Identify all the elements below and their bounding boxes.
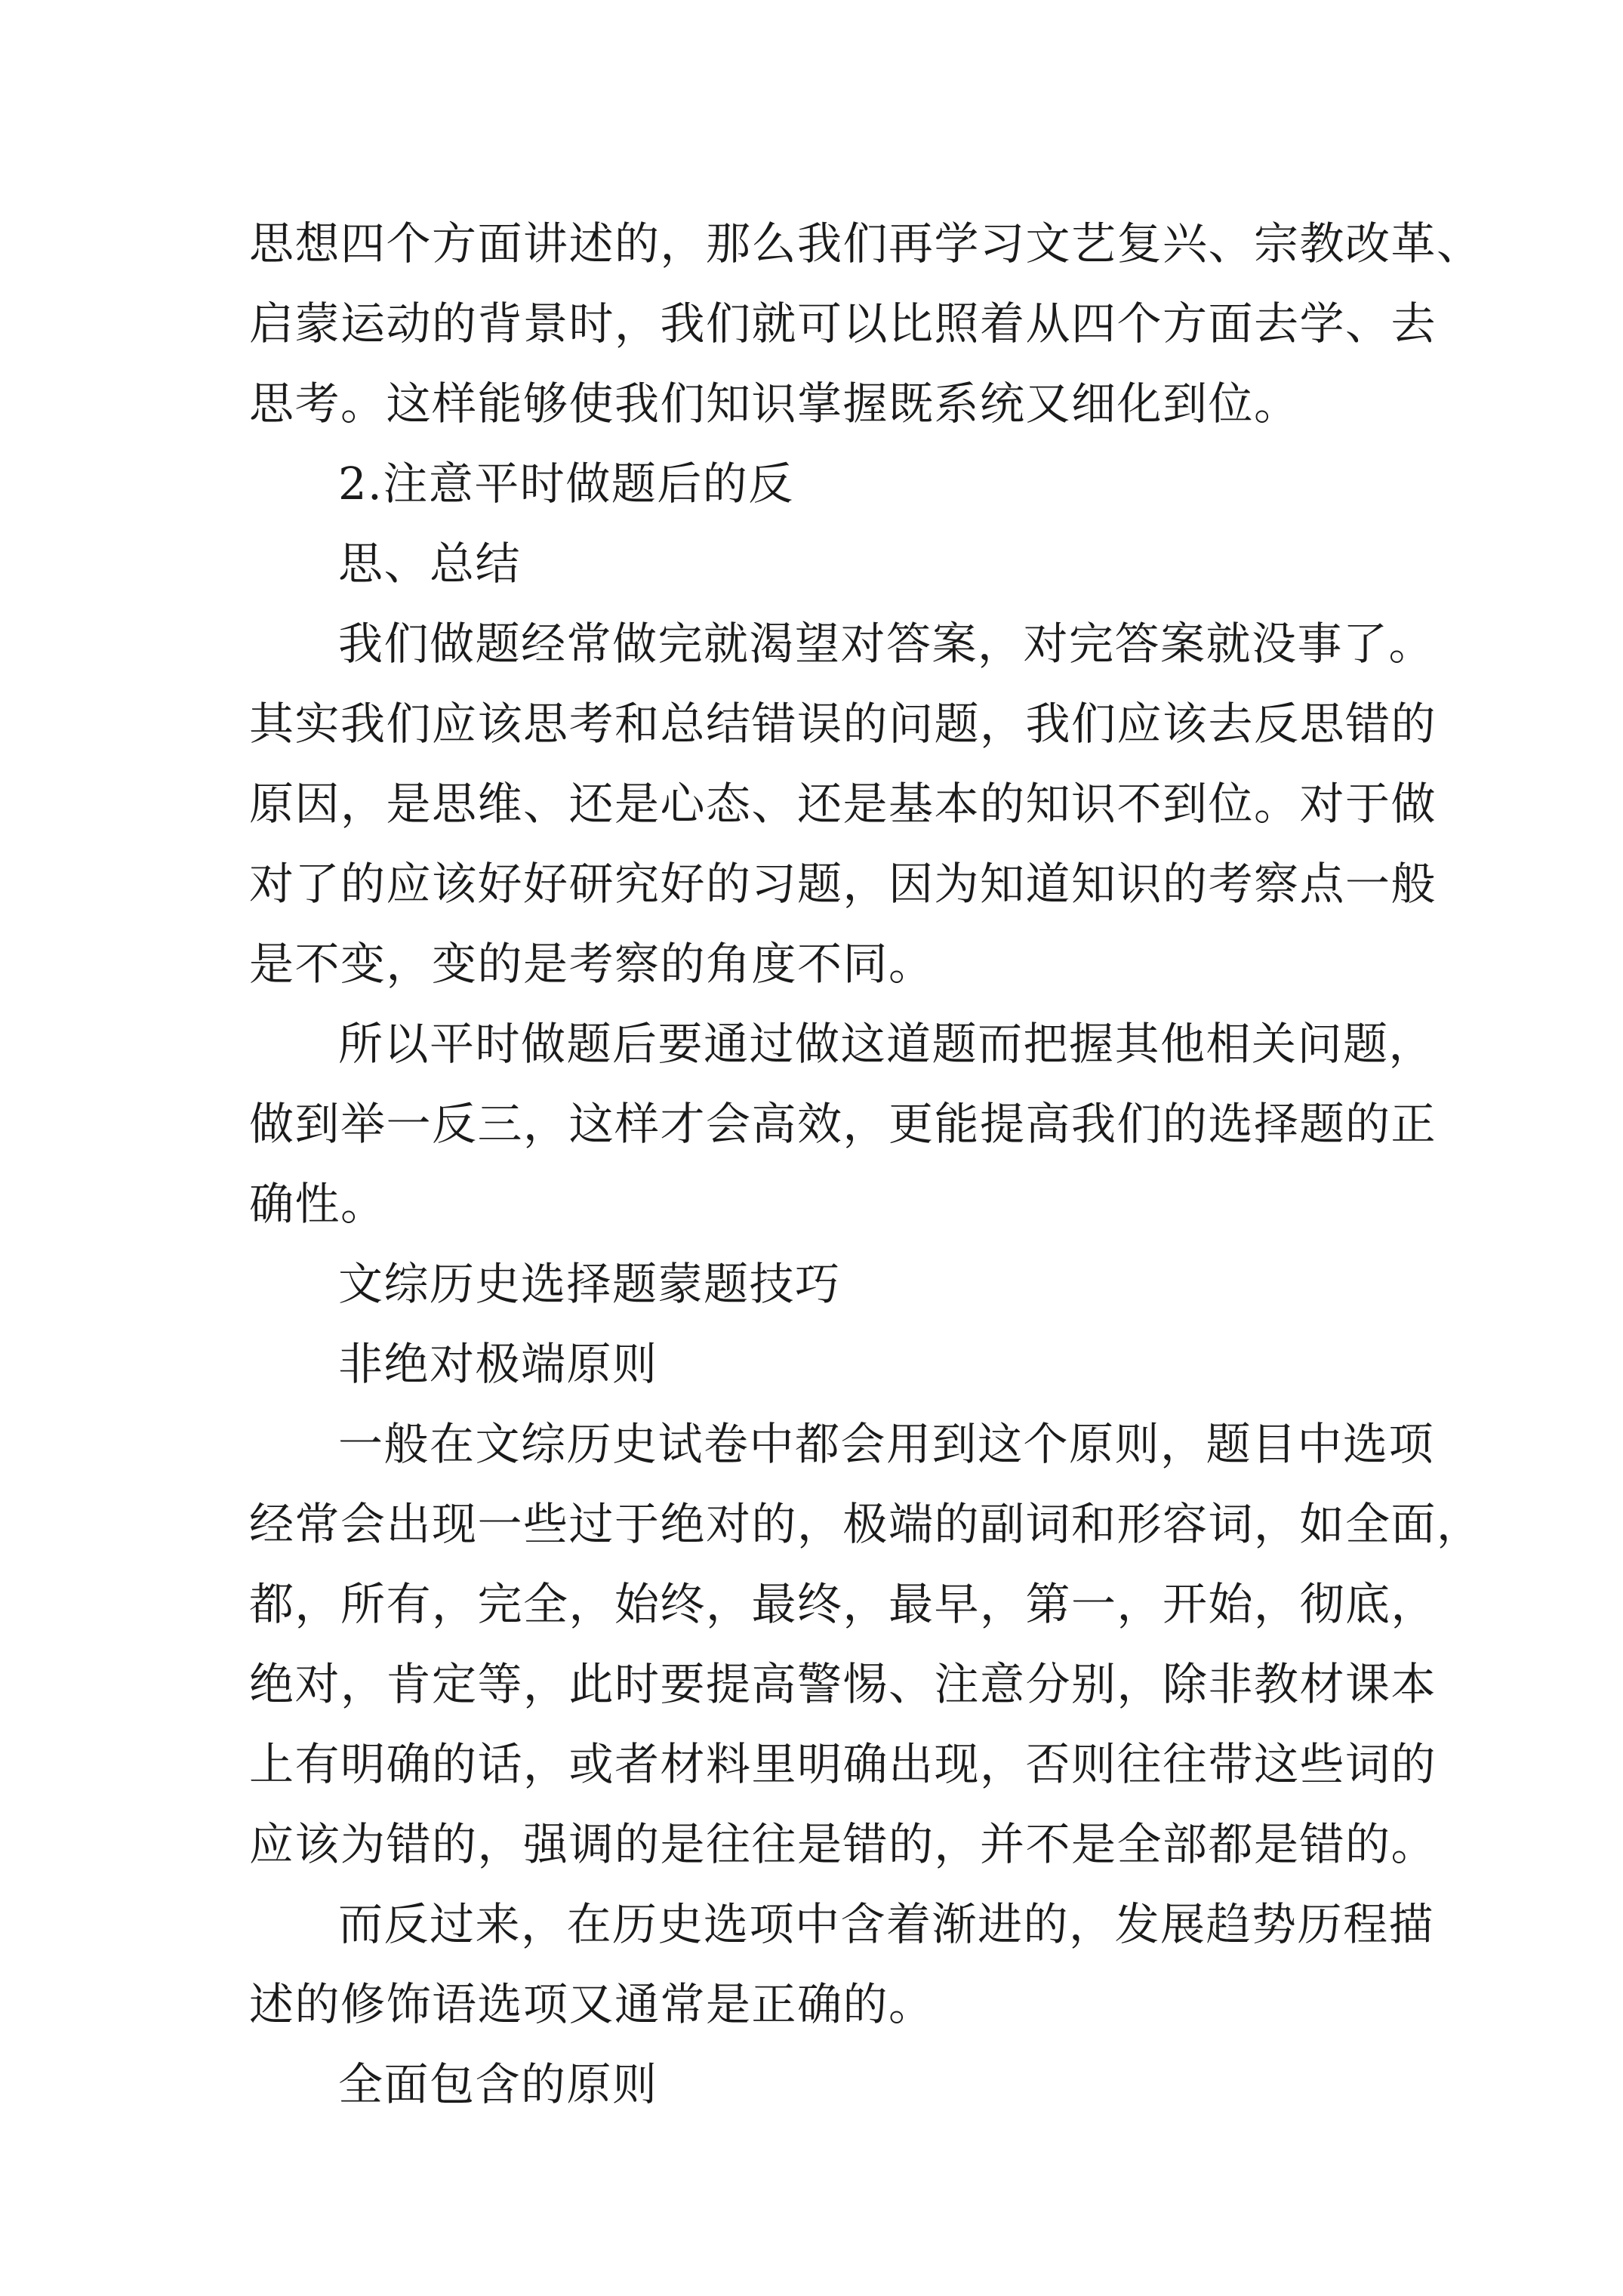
paragraph-line: 而反过来，在历史选项中含着渐进的，发展趋势历程描: [338, 1898, 1435, 1950]
section-heading: 思、总结: [338, 538, 522, 590]
paragraph-line: 启蒙运动的背景时，我们就可以比照着从四个方面去学、去: [249, 297, 1437, 350]
paragraph-line: 其实我们应该思考和总结错误的问题，我们应该去反思错的: [249, 698, 1437, 750]
paragraph-line: 所以平时做题后要通过做这道题而把握其他相关问题，: [338, 1018, 1435, 1070]
paragraph-line: 原因，是思维、还是心态、还是基本的知识不到位。对于做: [249, 778, 1437, 830]
section-heading: 非绝对极端原则: [338, 1338, 658, 1390]
paragraph-line: 思考。这样能够使我们知识掌握既系统又细化到位。: [249, 378, 1300, 430]
paragraph-line: 我们做题经常做完就渴望对答案，对完答案就没事了。: [338, 618, 1435, 670]
section-heading: 2.注意平时做题后的反: [338, 458, 794, 510]
paragraph-line: 一般在文综历史试卷中都会用到这个原则，题目中选项: [338, 1418, 1435, 1470]
paragraph-line: 思想四个方面讲述的，那么我们再学习文艺复兴、宗教改革、: [249, 217, 1483, 270]
paragraph-line: 述的修饰语选项又通常是正确的。: [249, 1978, 935, 2030]
document-page: [249, 204, 1483, 2242]
paragraph-line: 应该为错的，强调的是往往是错的，并不是全部都是错的。: [249, 1818, 1437, 1870]
section-heading: 全面包含的原则: [338, 2058, 658, 2110]
paragraph-line: 上有明确的话，或者材料里明确出现，否则往往带这些词的: [249, 1738, 1437, 1790]
paragraph-line: 对了的应该好好研究好的习题，因为知道知识的考察点一般: [249, 858, 1437, 910]
paragraph-line: 做到举一反三，这样才会高效，更能提高我们的选择题的正: [249, 1098, 1437, 1150]
paragraph-line: 绝对，肯定等，此时要提高警惕、注意分别，除非教材课本: [249, 1658, 1437, 1710]
paragraph-line: 确性。: [249, 1178, 387, 1230]
paragraph-line: 都，所有，完全，始终，最终，最早，第一，开始，彻底，: [249, 1578, 1437, 1630]
section-heading: 文综历史选择题蒙题技巧: [338, 1258, 841, 1310]
paragraph-line: 是不变，变的是考察的角度不同。: [249, 938, 935, 990]
paragraph-line: 经常会出现一些过于绝对的，极端的副词和形容词，如全面，: [249, 1498, 1483, 1550]
